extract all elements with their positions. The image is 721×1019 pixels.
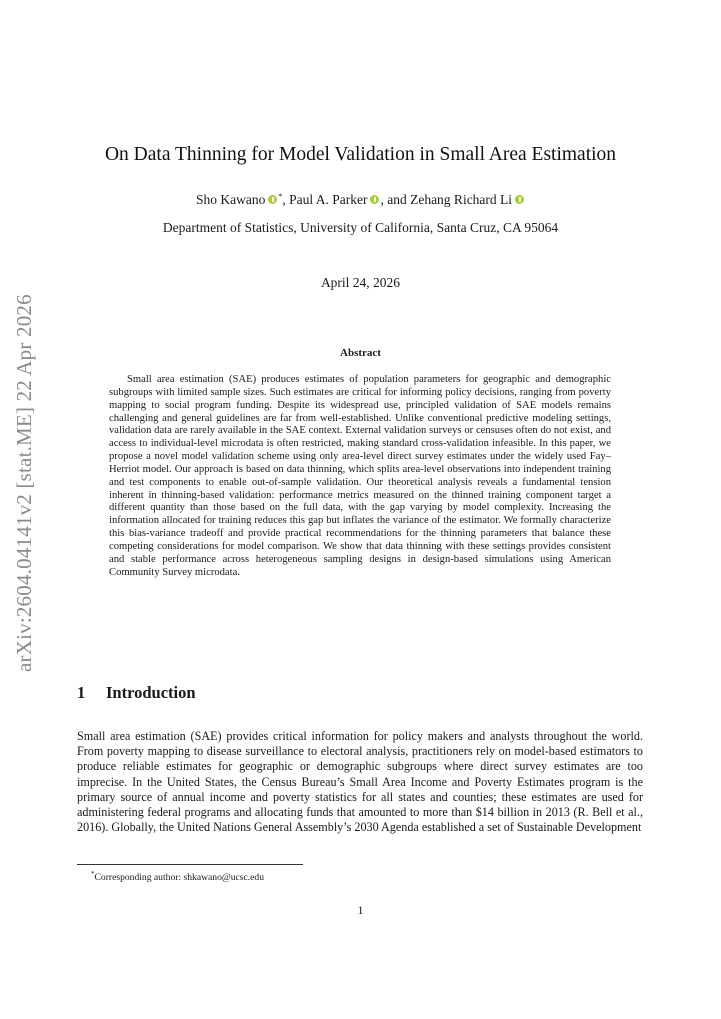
author-name: Paul A. Parker: [289, 192, 368, 207]
abstract-text: Small area estimation (SAE) produces estimates of population parameters for geographic and demographic subgroups with limited sample sizes. Such estimates are critical for informing policy decisions, ranging from poverty mapping to social program funding. Despite its widespread use, principled validation of SAE models remains challenging and general guidelines are far from well-established. Unlike conventional predictive modeling settings, validation data are rarely available in the SAE context. External validation surveys or censuses often do not exist, and access to individual-level microdata is often restricted, making standard cross-validation infeasible. In this paper, we propose a novel model validation scheme using only area-level direct survey estimates under the widely used Fay–Herriot model. Our approach is based on data thinning, which splits area-level observations into independent training and test components to enable out-of-sample validation. Our theoretical analysis reveals a fundamental tension inherent in thinning-based validation: performance metrics measured on the thinned training component target a different quantity than those based on the full data, with the gap varying by model complexity. Increasing the information allocated for training reduces this gap but inflates the variance of the estimator. We formally characterize this bias-variance tradeoff and provide practical recommendations for the thinning parameters that balance these competing considerations for model comparison. We show that data thinning with these settings provides consistent and stable performance across heterogeneous sampling designs in design-based simulations using American Community Survey microdata.: [109, 374, 611, 578]
section-title: Introduction: [106, 683, 196, 702]
author-separator: , and: [380, 192, 407, 207]
section-number: 1: [77, 683, 86, 702]
abstract-heading: Abstract: [340, 347, 381, 359]
paper-date: April 24, 2026: [320, 275, 401, 290]
introduction-paragraph: Small area estimation (SAE) provides critical information for policy makers and analysts throughout the world. From poverty mapping to disease surveillance to electoral analysis, practitioners rely on model-based estimators to produce reliable estimates for geographic or demographic subgroups where direct survey estimates are too imprecise. In the United States, the Census Bureau’s Small Area Income and Poverty Estimates program is the primary source of annual income and poverty statistics for all states and counties; these estimates are used for administering federal programs and allocating funds that amounted to more than $14 billion in 2013 (R. Bell et al., 2016). Globally, the United Nations General Assembly’s 2030 Agenda established a set of Sustainable Development: [77, 729, 643, 835]
section-heading: [77, 683, 196, 703]
author-name: Sho Kawano: [195, 192, 266, 207]
footnote: [91, 868, 264, 884]
paper-title: On Data Thinning for Model Validation in Small Area Estimation: [104, 144, 617, 165]
arxiv-identifier[interactable]: arXiv:2604.04141v2 [stat.ME] 22 Apr 2026: [12, 294, 36, 672]
footnote-text[interactable]: Corresponding author: shkawano@ucsc.edu: [94, 872, 264, 883]
footnote-rule: [77, 864, 303, 865]
footnote-mark: *: [91, 870, 95, 878]
page-number: 1: [357, 903, 364, 917]
author-name: Zehang Richard Li: [410, 192, 513, 207]
corresponding-author-mark[interactable]: *: [278, 192, 283, 201]
affiliation: Department of Statistics, University of California, Santa Cruz, CA 95064: [162, 220, 559, 235]
author-separator: ,: [282, 192, 286, 207]
orcid-icon[interactable]: [515, 195, 524, 204]
orcid-icon[interactable]: [268, 195, 277, 204]
author-list: [40, 188, 681, 208]
orcid-icon[interactable]: [370, 195, 379, 204]
